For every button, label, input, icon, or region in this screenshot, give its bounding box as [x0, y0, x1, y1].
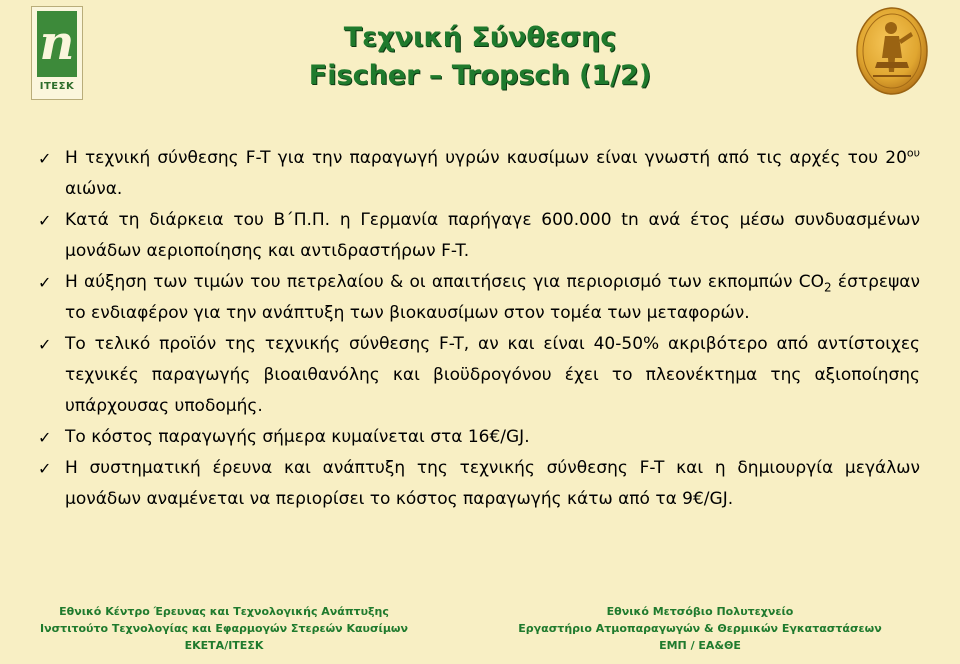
- footer-right: [500, 603, 900, 654]
- bullet-text: Η αύξηση των τιμών του πετρελαίου & οι απαιτήσεις για περιορισμό των εκπομπών CO: [65, 272, 825, 292]
- check-icon: ✓: [38, 273, 52, 292]
- bullet-item: [38, 205, 920, 267]
- check-icon: ✓: [38, 149, 52, 168]
- bullet-text: Κατά τη διάρκεια του Β΄Π.Π. η Γερμανία παρήγαγε 600.000 tn ανά έτος μέσω συνδυασμένων μονάδων αεριοποίησης και αντιδραστήρων F-T.: [65, 210, 920, 261]
- logo-letter: n: [39, 15, 75, 71]
- bullet-text: Το τελικό προϊόν της τεχνικής σύνθεσης F-T, αν και είναι 40-50% ακριβότερο από αντίστοιχες τεχνικές παραγωγής βιοαιθανόλης και βιοϋδρογόνου έχει το πλεονέκτημα της αξιοποίησης υπάρχουσας υποδομής.: [65, 334, 920, 416]
- footer-line: Εθνικό Μετσόβιο Πολυτεχνείο: [606, 605, 794, 618]
- title-line-2: Fischer – Tropsch (1/2): [308, 60, 652, 91]
- title-line-1: Τεχνική Σύνθεσης: [343, 22, 617, 53]
- footer-line: Εργαστήριο Ατμοπαραγωγών & Θερμικών Εγκαταστάσεων: [518, 622, 882, 635]
- bullet-list: [38, 143, 920, 515]
- bullet-item: [38, 422, 920, 453]
- check-icon: ✓: [38, 459, 52, 478]
- footer-left: [24, 603, 424, 654]
- bullet-item: [38, 453, 920, 515]
- footer-line: Εθνικό Κέντρο Έρευνας και Τεχνολογικής Ανάπτυξης: [59, 605, 389, 618]
- check-icon: ✓: [38, 211, 52, 230]
- check-icon: ✓: [38, 428, 52, 447]
- subscript: 2: [824, 280, 832, 295]
- bullet-text: Η συστηματική έρευνα και ανάπτυξη της τεχνικής σύνθεσης F-T και η δημιουργία μεγάλων μονάδων αναμένεται να περιορίσει το κόστος παραγωγής κάτω από τα 9€/GJ.: [65, 458, 920, 509]
- bullet-item: [38, 267, 920, 329]
- bullet-text: αιώνα.: [65, 179, 123, 199]
- bullet-text: Η τεχνική σύνθεσης F-T για την παραγωγή υγρών καυσίμων είναι γνωστή από τις αρχές του 20: [65, 148, 907, 168]
- footer-line: ΕΚΕΤΑ/ΙΤΕΣΚ: [184, 639, 264, 652]
- bullet-item: [38, 329, 920, 422]
- bullet-text: έστρεψαν το ενδιαφέρον για την ανάπτυξη των βιοκαυσίμων στον τομέα των μεταφορών.: [65, 272, 920, 323]
- bullet-text: Το κόστος παραγωγής σήμερα κυμαίνεται στα 16€/GJ.: [65, 427, 530, 447]
- bullet-item: [38, 143, 920, 205]
- logo-caption: ΙΤΕΣΚ: [39, 81, 75, 92]
- footer-line: Ινστιτούτο Τεχνολογίας και Εφαρμογών Στερεών Καυσίμων: [40, 622, 408, 635]
- check-icon: ✓: [38, 335, 52, 354]
- footer-line: ΕΜΠ / ΕΑ&ΘΕ: [659, 639, 741, 652]
- superscript: ου: [906, 146, 920, 160]
